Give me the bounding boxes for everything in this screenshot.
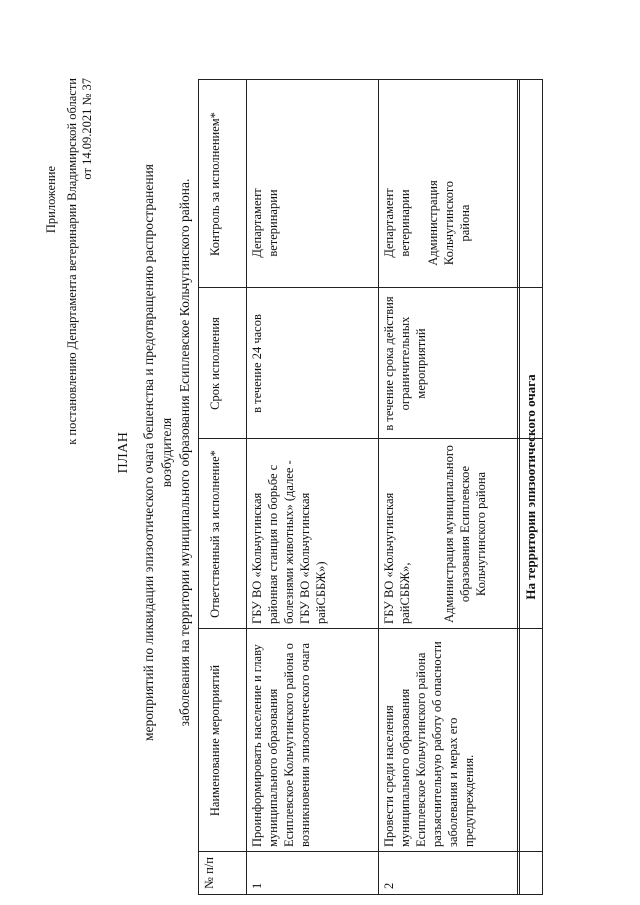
- row2-term: в течение срока действия ограничительных мероприятий: [382, 296, 428, 431]
- plan-table: [198, 79, 543, 895]
- header-name: Наименование мероприятий: [208, 664, 222, 817]
- appendix-heading: Приложение: [44, 166, 58, 234]
- section-title: На территории эпизоотического очага: [523, 374, 538, 600]
- row2-control-b: Администрация Кольчугинского района: [426, 180, 472, 266]
- row1-num: 1: [250, 882, 264, 889]
- plan-subtitle-line-1: мероприятий по ликвидации эпизоотического очага бешенства и предотвращению распространения возбудителя: [141, 164, 174, 741]
- row1-responsible: ГБУ ВО «Кольчугинская районная станция по борьбе с болезнями животных» (далее - ГБУ ВО «Кольчугинская райСББЖ»): [250, 460, 328, 624]
- plan-subtitle-line-2: заболевания на территории муниципального образования Есиплевское Кольчугинского района.: [177, 178, 192, 727]
- row2-num: 2: [382, 882, 396, 889]
- row1-control: Департамент ветеринарии: [250, 188, 280, 258]
- plan-subtitle: [140, 140, 194, 765]
- header-term: Срок исполнения: [208, 317, 222, 410]
- row2-responsible: [379, 439, 491, 629]
- plan-title: ПЛАН: [116, 431, 131, 474]
- row2-responsible-b: Администрация муниципального образования Есиплевское Кольчугинского района: [442, 445, 488, 623]
- appendix-block: [44, 78, 95, 638]
- header-num: № п/п: [202, 857, 216, 889]
- row2-responsible-a: ГБУ ВО «Кольчугинская райСББЖ»,: [382, 492, 412, 624]
- header-responsible: Ответственный за исполнение*: [208, 450, 222, 618]
- row1-name: Проинформировать население и главу муниципального образования Есиплевское Кольчугинского района о возникновении эпизоотического очага: [250, 642, 312, 847]
- header-control: Контроль за исполнением*: [208, 112, 222, 256]
- row2-name: Провести среди населения муниципального образования Есиплевское Кольчугинского района разъяснительную работу об опасности заболевания и мерах его предупреждения.: [382, 641, 476, 847]
- appendix-decree: к постановлению Департамента ветеринарии Владимирской области: [65, 78, 79, 445]
- row1-term: в течение 24 часов: [250, 314, 264, 413]
- row2-control-a: Департамент ветеринарии: [382, 188, 412, 258]
- appendix-date: от 14.09.2021 № 37: [80, 78, 94, 180]
- row2-control: [379, 158, 475, 288]
